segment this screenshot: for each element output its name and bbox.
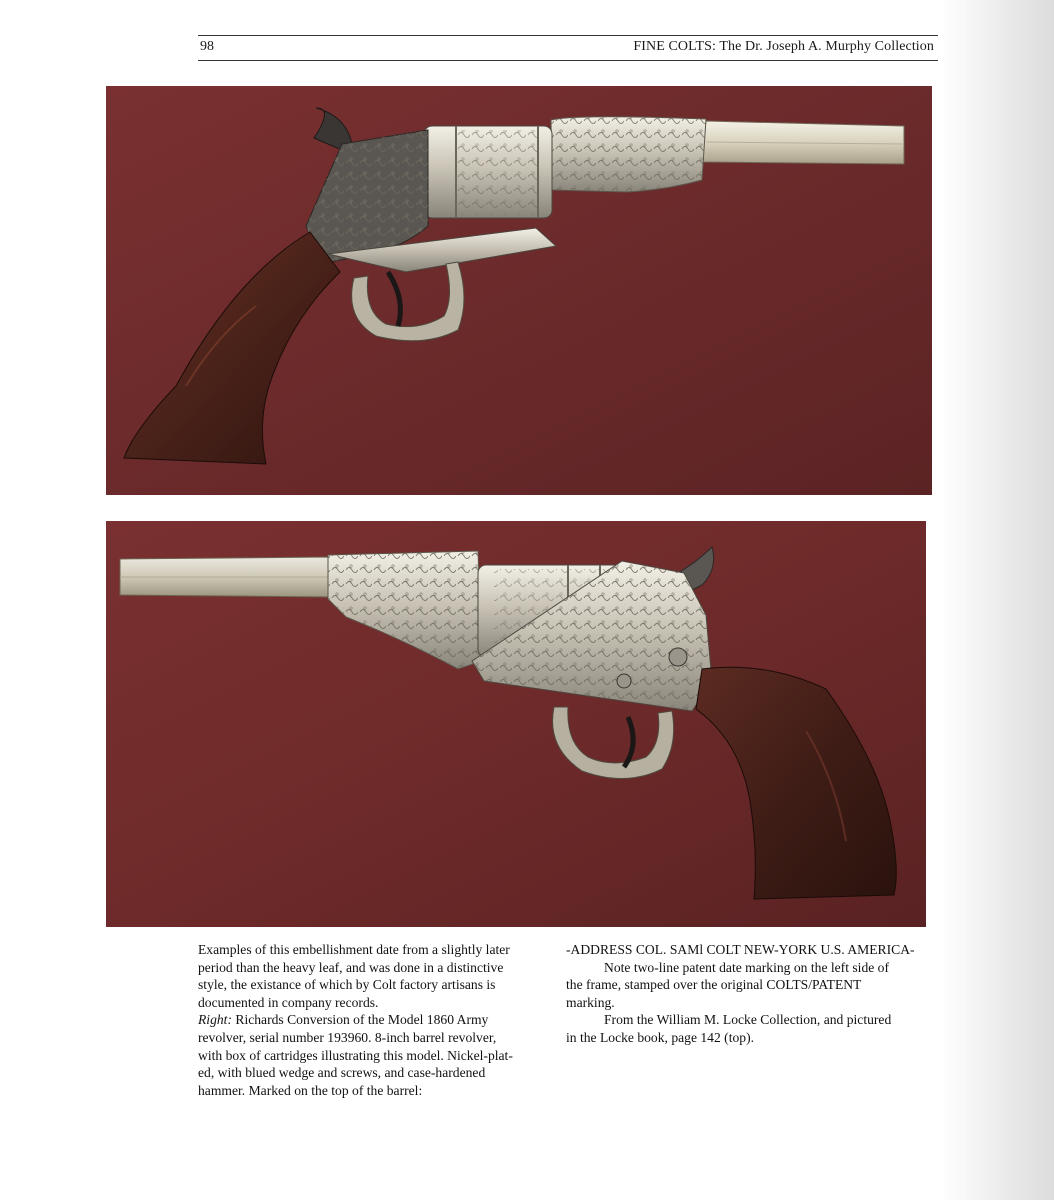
header-bottom-rule xyxy=(198,60,938,61)
caption-right-column xyxy=(566,941,920,1047)
revolver-photo-right-side xyxy=(106,86,932,495)
caption-left-column xyxy=(198,941,558,1099)
running-header xyxy=(198,38,938,56)
photo-plate-bottom xyxy=(106,521,926,927)
caption-line: Note two-line patent date marking on the left side of xyxy=(604,959,890,975)
caption-line: hammer. Marked on the top of the barrel: xyxy=(198,1082,423,1098)
header-top-rule xyxy=(198,35,938,36)
caption-line: From the William M. Locke Collection, and pictured xyxy=(604,1012,892,1028)
caption-line xyxy=(198,1011,558,1029)
caption-line: period than the heavy leaf, and was done in a distinctive xyxy=(198,959,504,975)
caption-line: marking. xyxy=(566,994,615,1010)
running-title-rest: The Dr. Joseph A. Murphy Collection xyxy=(716,39,934,54)
photo-plate-top xyxy=(106,86,932,495)
caption-line: the frame, stamped over the original COLTS/PATENT xyxy=(566,977,862,993)
caption-lead-right: Right: xyxy=(198,1012,232,1028)
barrel-marking-line: -ADDRESS COL. SAMl COLT NEW-YORK U.S. AMERICA- xyxy=(566,942,915,957)
page-number: 98 xyxy=(200,39,214,54)
caption-line: in the Locke book, page 142 (top). xyxy=(566,1029,754,1045)
caption-line: documented in company records. xyxy=(198,994,379,1010)
caption-line: with box of cartridges illustrating this model. Nickel-plat- xyxy=(198,1047,513,1063)
book-gutter-shadow xyxy=(944,0,1054,1200)
running-title xyxy=(633,38,934,56)
caption-line: ed, with blued wedge and screws, and case-hardened xyxy=(198,1065,486,1081)
caption-line: revolver, serial number 193960. 8-inch barrel revolver, xyxy=(198,1029,497,1045)
revolver-photo-left-side xyxy=(106,521,926,927)
running-title-prefix: FINE COLTS: xyxy=(633,39,716,54)
caption-line: Examples of this embellishment date from a slightly later xyxy=(198,942,510,957)
caption-line-rest: Richards Conversion of the Model 1860 Army xyxy=(231,1012,489,1028)
caption-line: style, the existance of which by Colt factory artisans is xyxy=(198,977,496,993)
